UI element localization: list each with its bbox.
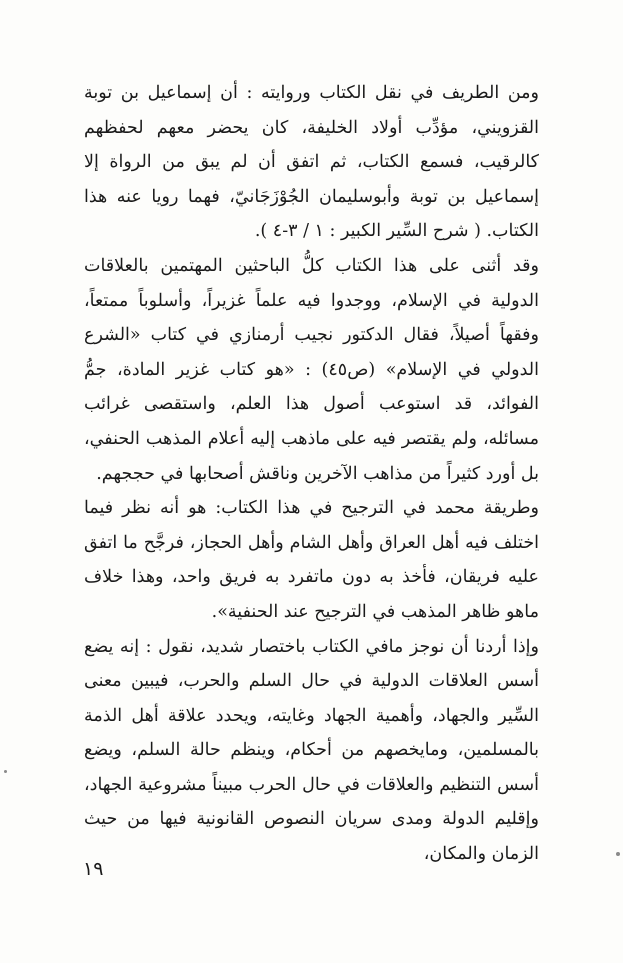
paragraph-scholarly-praise: وقد أثنى على هذا الكتاب كلُّ الباحثين المهتمين بالعلاقات الدولية في الإسلام، ووجدوا فيه علماً غزيراً، وأسلوباً ممتعاً، وفقهاً أصيلاً، فقال الدكتور نجيب أرمنازي في كتاب «الشرع الدولي في الإسلام» (ص٤٥) : «هو كتاب غزير المادة، جمُّ الفوائد، قد استوعب أصول هذا العلم، واستقصى غرائب مسائله، ولم يقتصر فيه على ماذهب إليه أعلام المذهب الحنفي، بل أورد كثيراً من مذاهب الآخرين وناقش أصحابها في حججهم. (84, 255, 539, 484)
scan-speck (616, 852, 620, 856)
page-body (84, 76, 539, 872)
paragraph-book-summary: وإذا أردنا أن نوجز مافي الكتاب باختصار شديد، نقول : إنه يضع أسس العلاقات الدولية في حال السلم والحرب، فيبين معنى السِّير والجهاد، وأهمية الجهاد وغايته، ويحدد علاقة أهل الذمة بالمسلمين، ومايخصهم من أحكام، وينظم حالة السلم، ويضع أسس التنظيم والعلاقات في حال الحرب مبيناً مشروعية الجهاد، وإقليم الدولة ومدى سريان النصوص القانونية فيها من حيث الزمان والمكان، (84, 636, 539, 865)
paragraph-preference-method: وطريقة محمد في الترجيح في هذا الكتاب: هو أنه نظر فيما اختلف فيه أهل العراق وأهل الشام وأهل الحجاز، فرجَّح ما اتفق عليه فريقان، فأخذ به دون ماتفرد به فريق واحد، وهذا خلاف ماهو ظاهر المذهب في الترجيح عند الحنفية». (84, 498, 539, 622)
paragraph-book-transmission: ومن الطريف في نقل الكتاب وروايته : أن إسماعيل بن توبة القزويني، مؤدِّب أولاد الخليفة، كان يحضر معهم لحفظهم كالرقيب، فسمع الكتاب، ثم اتفق أن لم يبق من الرواة إلا إسماعيل بن توبة وأبوسليمان الجُوْزَجَانيّ، فهما رويا عنه هذا الكتاب. ( شرح السِّير الكبير : ١ / ٣-٤ ). (84, 83, 539, 242)
scan-speck (4, 770, 7, 773)
page-number: ١٩ (83, 858, 104, 880)
